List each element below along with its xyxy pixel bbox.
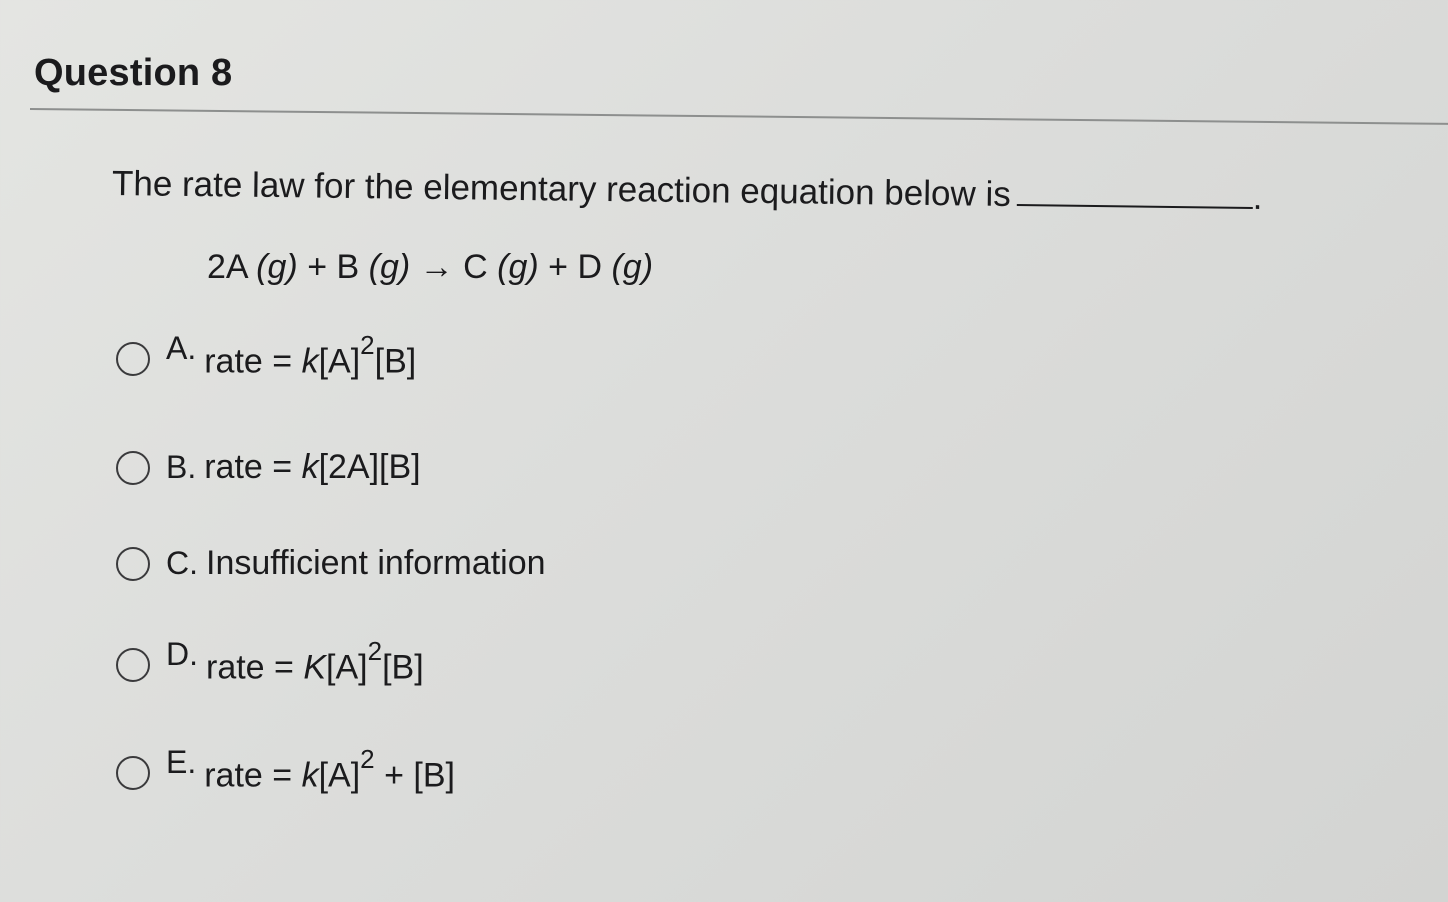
state-2: (g)	[368, 248, 411, 286]
option-a-k: k	[301, 342, 319, 381]
reactant-2: B	[336, 248, 360, 286]
option-d-tail: [B]	[382, 648, 424, 687]
answer-blank	[1017, 203, 1253, 209]
arrow-icon: →	[419, 248, 454, 286]
option-b[interactable]	[116, 448, 421, 487]
reactant-1: 2A	[207, 248, 247, 286]
question-title: Question 8	[34, 52, 233, 94]
option-e-sup: 2	[360, 744, 375, 774]
option-d-sup: 2	[367, 636, 383, 666]
plus-2: +	[548, 248, 568, 286]
state-3: (g)	[497, 248, 539, 286]
option-d-expression	[206, 636, 424, 687]
option-e-expression	[204, 744, 455, 795]
option-c-text: Insufficient information	[206, 544, 546, 582]
radio-e[interactable]	[116, 756, 150, 790]
prompt-end: .	[1252, 177, 1263, 218]
title-divider	[30, 108, 1448, 125]
option-d-prefix: rate =	[206, 648, 304, 687]
option-c-letter: C.	[166, 545, 198, 581]
option-a-tail: [B]	[374, 342, 417, 381]
prompt-text: The rate law for the elementary reaction equation below is	[111, 164, 1012, 214]
option-e-prefix: rate =	[204, 756, 302, 795]
plus-1: +	[307, 248, 328, 286]
option-a[interactable]	[116, 330, 417, 381]
option-b-k: k	[301, 448, 319, 486]
option-e-letter: E.	[166, 744, 197, 781]
reaction-equation	[207, 248, 653, 287]
option-b-expression	[204, 448, 420, 487]
radio-d[interactable]	[116, 648, 150, 682]
option-d-letter: D.	[166, 636, 198, 673]
product-1: C	[463, 248, 488, 286]
option-b-body: [2A][B]	[318, 448, 421, 486]
option-e-body: [A]	[318, 756, 361, 795]
option-a-sup: 2	[360, 330, 375, 360]
option-e-k: k	[301, 756, 319, 795]
state-1: (g)	[256, 248, 298, 286]
option-a-expression	[204, 330, 417, 381]
option-c[interactable]	[116, 544, 546, 583]
option-a-body: [A]	[318, 342, 361, 381]
radio-c[interactable]	[116, 547, 150, 581]
state-4: (g)	[611, 248, 654, 286]
option-b-prefix: rate =	[204, 448, 302, 486]
option-d[interactable]	[116, 636, 424, 687]
option-a-letter: A.	[166, 330, 197, 367]
option-d-body: [A]	[326, 648, 368, 687]
product-2: D	[577, 248, 603, 286]
option-e[interactable]	[116, 744, 455, 795]
radio-b[interactable]	[116, 451, 150, 485]
option-d-k: K	[303, 648, 327, 687]
option-b-letter: B.	[166, 449, 197, 485]
question-prompt	[112, 164, 1263, 218]
option-a-prefix: rate =	[204, 342, 302, 381]
option-e-tail: + [B]	[374, 756, 455, 795]
radio-a[interactable]	[116, 342, 150, 376]
